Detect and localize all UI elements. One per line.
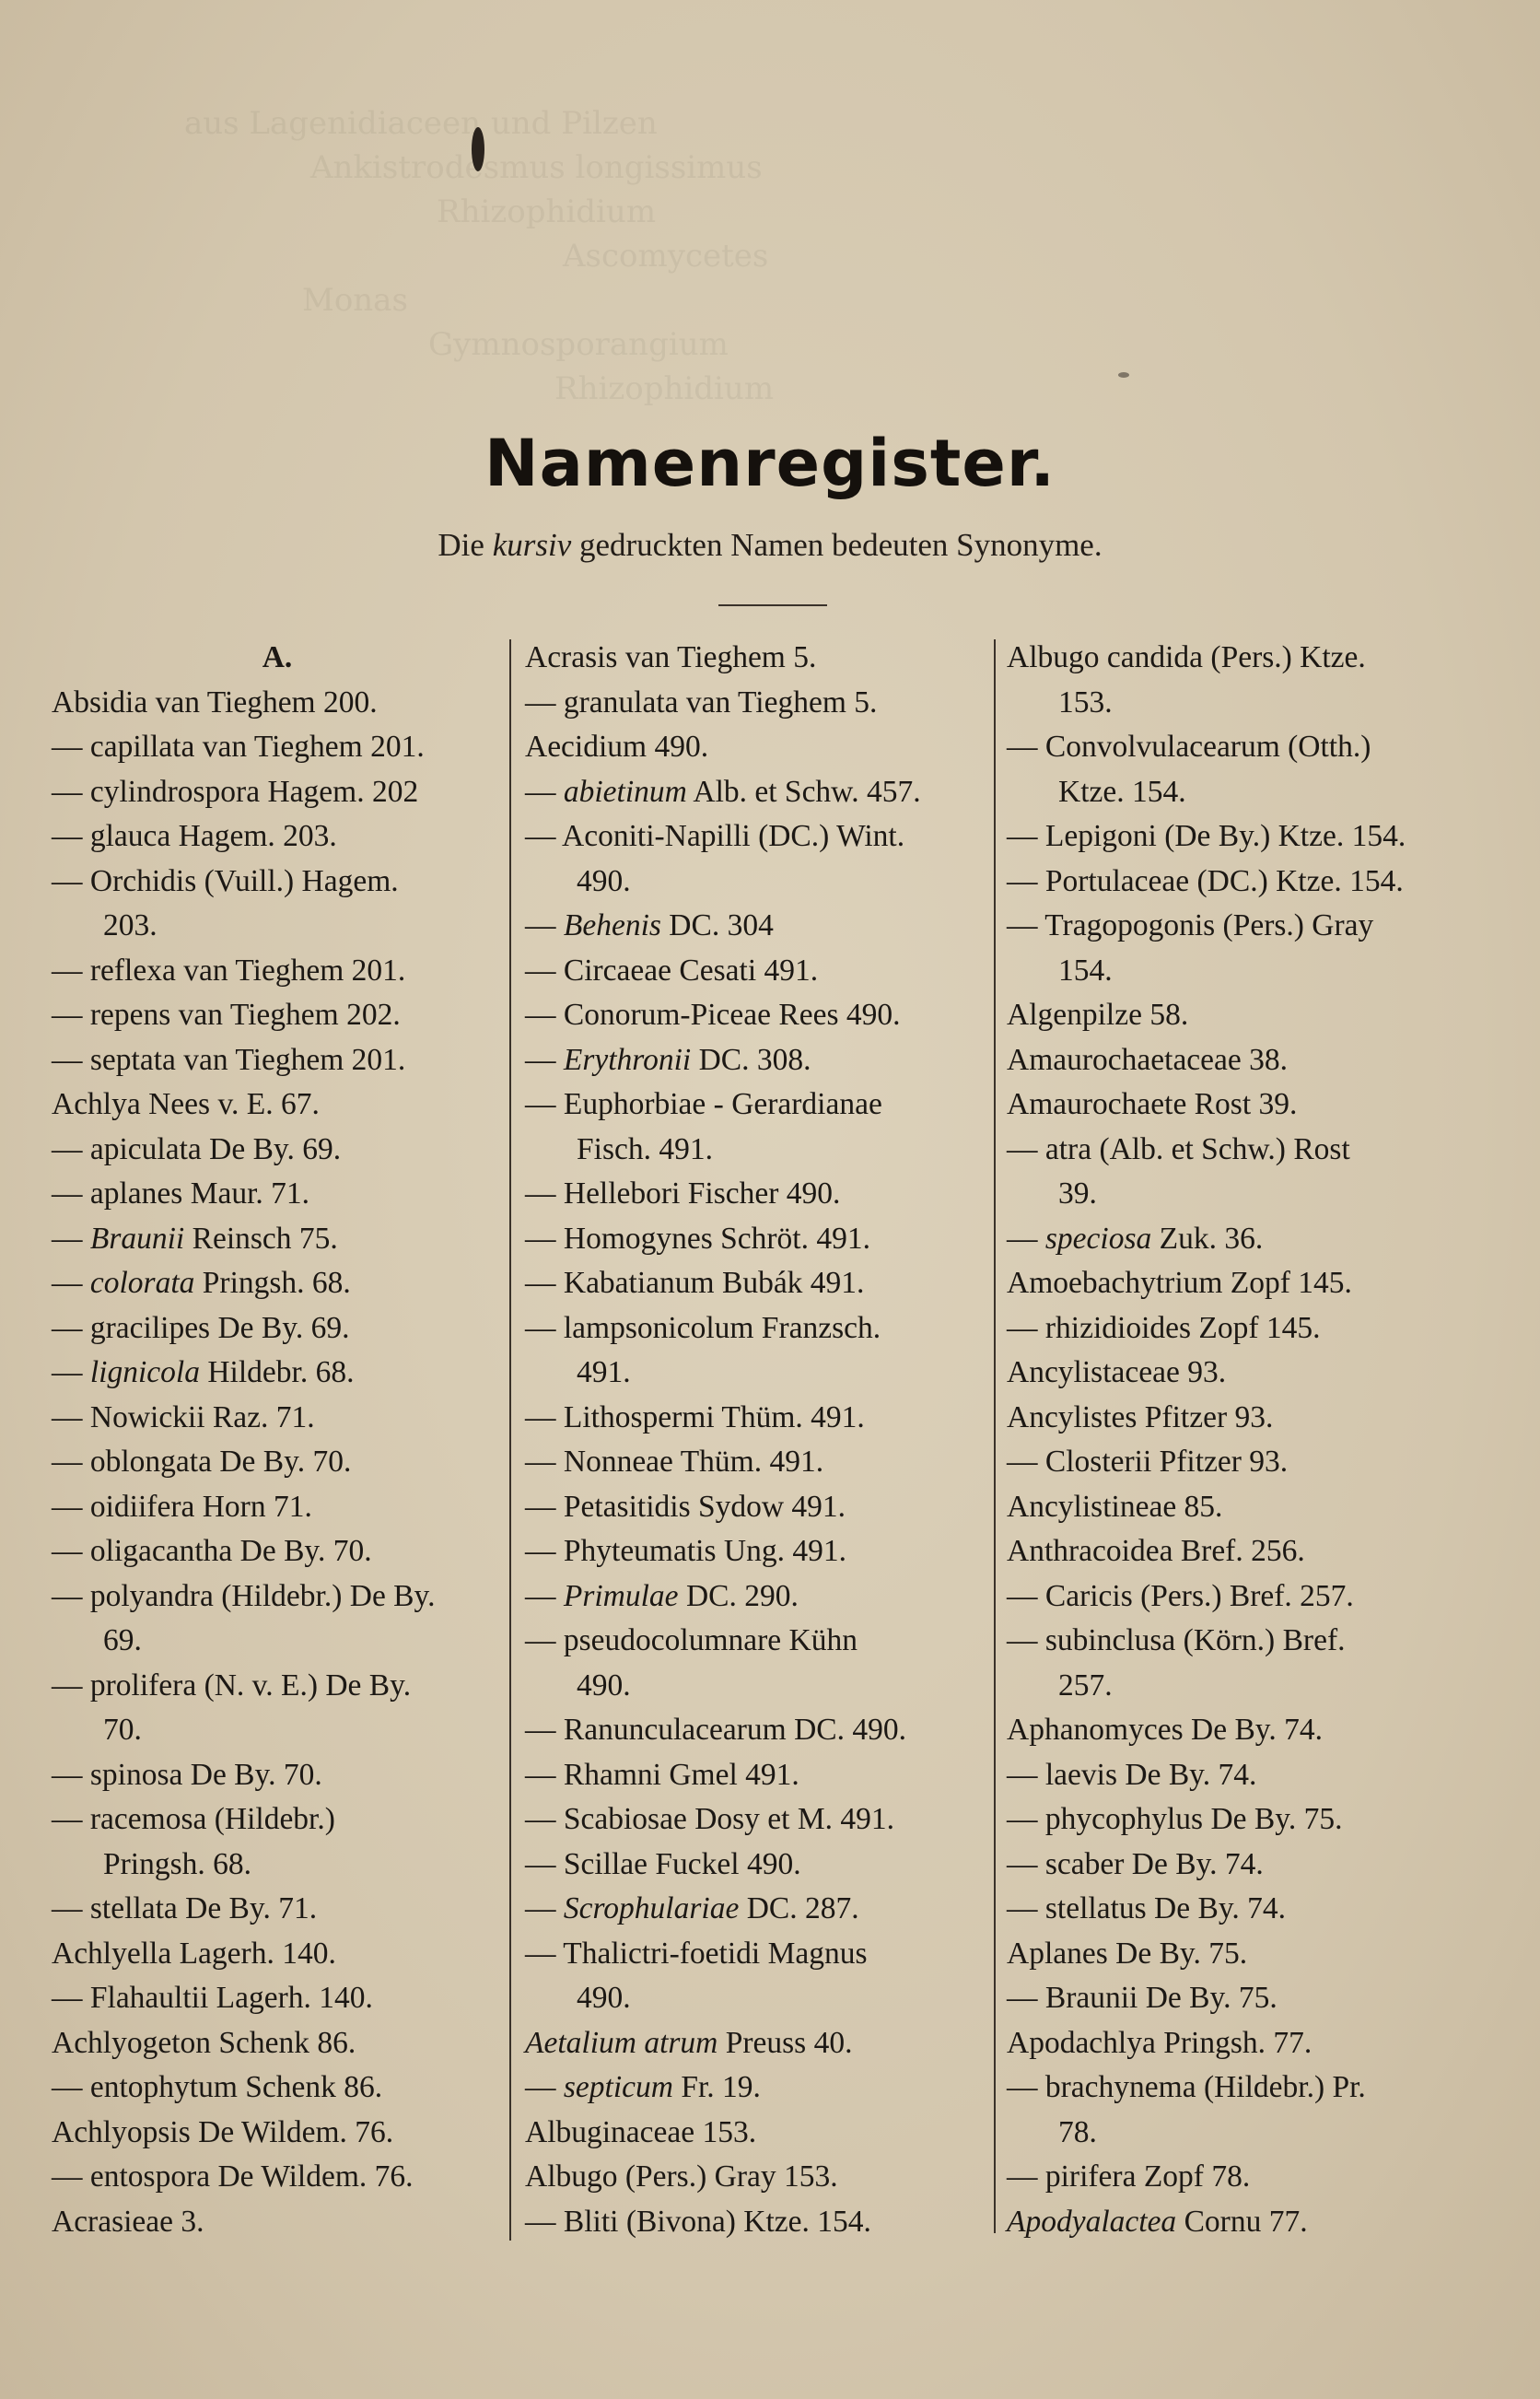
- bleed-through-line: Monas: [302, 282, 408, 319]
- index-entry: — laevis De By. 74.: [1007, 1757, 1257, 1792]
- entry-suffix: Zuk. 36.: [1151, 1221, 1264, 1256]
- index-entry: — scaber De By. 74.: [1007, 1846, 1264, 1881]
- subtitle-suffix: gedruckten Namen bedeuten Synonyme.: [571, 527, 1102, 563]
- index-entry-continuation: Pringsh. 68.: [103, 1846, 252, 1881]
- entry-suffix: Preuss 40.: [718, 2025, 853, 2060]
- index-entry: Ancylistaceae 93.: [1007, 1355, 1227, 1389]
- ink-speck: [1118, 372, 1129, 378]
- bleed-through-text: [184, 101, 1382, 411]
- index-entry-continuation: 257.: [1058, 1668, 1113, 1703]
- index-column-3: [1007, 636, 1478, 2244]
- entry-synonym-italic: abietinum: [563, 774, 687, 809]
- bleed-through-line: Rhizophidium: [437, 193, 657, 230]
- index-entry-continuation: Fisch. 491.: [577, 1131, 713, 1166]
- index-entry: — brachynema (Hildebr.) Pr.: [1007, 2070, 1366, 2104]
- index-entry: — Tragopogonis (Pers.) Gray: [1007, 908, 1374, 942]
- title-divider: [718, 604, 827, 606]
- entry-prefix: —: [1007, 1221, 1045, 1256]
- index-entry: — aplanes Maur. 71.: [52, 1176, 310, 1211]
- index-entry: — Homogynes Schröt. 491.: [525, 1221, 870, 1256]
- index-entry: [525, 1038, 986, 1083]
- index-entry: — Portulaceae (DC.) Ktze. 154.: [1007, 863, 1404, 898]
- index-entry: Amaurochaete Rost 39.: [1007, 1087, 1298, 1121]
- index-entry: — polyandra (Hildebr.) De By.: [52, 1578, 436, 1613]
- index-entry: [525, 2021, 986, 2066]
- index-entry: — reflexa van Tieghem 201.: [52, 953, 406, 988]
- entry-suffix: Pringsh. 68.: [194, 1266, 351, 1300]
- entry-synonym-italic: Braunii: [89, 1221, 185, 1256]
- entry-prefix: —: [52, 1355, 90, 1389]
- index-entry: — stellatus De By. 74.: [1007, 1891, 1287, 1925]
- column-divider-1: [509, 639, 511, 2241]
- entry-prefix: —: [525, 774, 564, 809]
- bleed-through-line: Ascomycetes: [563, 238, 769, 275]
- index-entry: Achlya Nees v. E. 67.: [52, 1087, 320, 1121]
- column-divider-2: [994, 639, 996, 2233]
- index-entry: — repens van Tieghem 202.: [52, 998, 401, 1032]
- index-entry: — phycophylus De By. 75.: [1007, 1802, 1343, 1836]
- entry-prefix: —: [525, 908, 564, 942]
- subtitle: [0, 527, 1540, 564]
- index-entry: — Kabatianum Bubák 491.: [525, 1266, 865, 1300]
- bleed-through-line: aus Lagenidiaceen und Pilzen: [184, 105, 658, 142]
- index-entry: — gracilipes De By. 69.: [52, 1310, 350, 1345]
- index-entry-continuation: 78.: [1058, 2114, 1097, 2149]
- index-entry: — Euphorbiae - Gerardianae: [525, 1087, 882, 1121]
- section-letter-heading: A.: [262, 640, 293, 674]
- entry-prefix: —: [525, 2070, 564, 2104]
- entry-prefix: —: [525, 1042, 564, 1077]
- index-entry: — Hellebori Fischer 490.: [525, 1176, 841, 1211]
- entry-prefix: —: [52, 1266, 90, 1300]
- index-entry: — Nowickii Raz. 71.: [52, 1399, 315, 1434]
- index-entry: Albugo candida (Pers.) Ktze.: [1007, 640, 1366, 674]
- index-entry: — spinosa De By. 70.: [52, 1757, 322, 1792]
- index-column-1: [52, 636, 503, 2244]
- index-entry-continuation: 39.: [1058, 1176, 1097, 1211]
- index-entry: — Conorum-Piceae Rees 490.: [525, 998, 901, 1032]
- entry-synonym-italic: colorata: [89, 1266, 195, 1300]
- index-entry: Aecidium 490.: [525, 730, 709, 764]
- entry-suffix: Alb. et Schw. 457.: [686, 774, 921, 809]
- entry-suffix: Reinsch 75.: [184, 1221, 338, 1256]
- index-entry: Ancylistes Pfitzer 93.: [1007, 1399, 1274, 1434]
- index-entry-continuation: Ktze. 154.: [1058, 774, 1186, 809]
- entry-suffix: DC. 287.: [739, 1891, 859, 1925]
- entry-synonym-italic: Apodyalactea: [1007, 2204, 1177, 2239]
- entry-synonym-italic: speciosa: [1044, 1221, 1152, 1256]
- entry-synonym-italic: Behenis: [563, 908, 661, 942]
- index-entry-continuation: 69.: [103, 1623, 142, 1657]
- index-entry: — Ranunculacearum DC. 490.: [525, 1713, 906, 1747]
- index-entry: — capillata van Tieghem 201.: [52, 730, 425, 764]
- index-entry: [52, 1217, 503, 1262]
- index-entry: [1007, 2200, 1478, 2245]
- index-entry: — Convolvulacearum (Otth.): [1007, 730, 1371, 764]
- index-entry: — entospora De Wildem. 76.: [52, 2159, 414, 2194]
- index-entry-continuation: 153.: [1058, 685, 1113, 720]
- index-entry: Amaurochaetaceae 38.: [1007, 1042, 1289, 1077]
- entry-synonym-italic: Primulae: [563, 1578, 679, 1613]
- index-entry: Achlyopsis De Wildem. 76.: [52, 2114, 394, 2149]
- index-entry: — Lithospermi Thüm. 491.: [525, 1399, 865, 1434]
- entry-suffix: DC. 308.: [691, 1042, 811, 1077]
- bleed-through-line: Gymnosporangium: [428, 326, 729, 363]
- ink-blot: [472, 127, 484, 171]
- index-entry: Acrasieae 3.: [52, 2204, 204, 2239]
- index-entry: Aplanes De By. 75.: [1007, 1936, 1248, 1971]
- index-entry: — Lepigoni (De By.) Ktze. 154.: [1007, 819, 1406, 853]
- index-entry: Algenpilze 58.: [1007, 998, 1189, 1032]
- index-entry: — apiculata De By. 69.: [52, 1131, 342, 1166]
- index-entry: — prolifera (N. v. E.) De By.: [52, 1668, 412, 1703]
- index-entry: — pirifera Zopf 78.: [1007, 2159, 1251, 2194]
- index-entry: — Nonneae Thüm. 491.: [525, 1445, 824, 1479]
- index-entry-continuation: 490.: [577, 1668, 631, 1703]
- index-entry: — Thalictri-foetidi Magnus: [525, 1936, 868, 1971]
- index-entry: — septata van Tieghem 201.: [52, 1042, 406, 1077]
- index-entry-continuation: 70.: [103, 1713, 142, 1747]
- index-entry: Albuginaceae 153.: [525, 2114, 757, 2149]
- page-title: Namenregister.: [484, 426, 1056, 501]
- index-entry: [1007, 1217, 1478, 1262]
- index-entry: Acrasis van Tieghem 5.: [525, 640, 817, 674]
- index-entry: — subinclusa (Körn.) Bref.: [1007, 1623, 1346, 1657]
- index-entry: — granulata van Tieghem 5.: [525, 685, 878, 720]
- index-entry-continuation: 154.: [1058, 953, 1113, 988]
- index-entry: — Orchidis (Vuill.) Hagem.: [52, 863, 399, 898]
- index-entry: [525, 904, 986, 949]
- bleed-through-line: Rhizophidium: [554, 370, 775, 407]
- index-entry: Absidia van Tieghem 200.: [52, 685, 378, 720]
- entry-suffix: Hildebr. 68.: [199, 1355, 355, 1389]
- index-column-2: [525, 636, 986, 2244]
- index-entry: [525, 770, 986, 815]
- entry-prefix: —: [52, 1221, 90, 1256]
- index-entry: Albugo (Pers.) Gray 153.: [525, 2159, 838, 2194]
- index-entry: — oblongata De By. 70.: [52, 1445, 352, 1479]
- index-entry: — Petasitidis Sydow 491.: [525, 1489, 846, 1524]
- index-entry: Anthracoidea Bref. 256.: [1007, 1534, 1305, 1568]
- entry-synonym-italic: Scrophulariae: [563, 1891, 740, 1925]
- index-entry: — Braunii De By. 75.: [1007, 1981, 1278, 2015]
- index-entry: — glauca Hagem. 203.: [52, 819, 337, 853]
- entry-prefix: —: [525, 1891, 564, 1925]
- entry-suffix: DC. 304: [660, 908, 774, 942]
- index-entry: Apodachlya Pringsh. 77.: [1007, 2025, 1312, 2060]
- index-entry: — Phyteumatis Ung. 491.: [525, 1534, 846, 1568]
- entry-synonym-italic: lignicola: [89, 1355, 200, 1389]
- index-entry: — Closterii Pfitzer 93.: [1007, 1445, 1289, 1479]
- index-entry: — Circaeae Cesati 491.: [525, 953, 819, 988]
- entry-synonym-italic: Erythronii: [563, 1042, 692, 1077]
- index-entry: Ancylistineae 85.: [1007, 1489, 1223, 1524]
- index-entry: — racemosa (Hildebr.): [52, 1802, 335, 1836]
- index-entry: [525, 2065, 986, 2111]
- index-entry-continuation: 490.: [577, 863, 631, 898]
- index-entry: — pseudocolumnare Kühn: [525, 1623, 858, 1657]
- index-entry-continuation: 203.: [103, 908, 158, 942]
- index-entry: [525, 1574, 986, 1620]
- index-entry: — rhizidioides Zopf 145.: [1007, 1310, 1321, 1345]
- index-entry: Achlyella Lagerh. 140.: [52, 1936, 336, 1971]
- index-entry: — Scillae Fuckel 490.: [525, 1846, 801, 1881]
- index-entry-continuation: 491.: [577, 1355, 631, 1389]
- entry-synonym-italic: Aetalium atrum: [525, 2025, 718, 2060]
- index-entry: — stellata De By. 71.: [52, 1891, 318, 1925]
- index-entry: [525, 1887, 986, 1932]
- index-entry-continuation: 490.: [577, 1981, 631, 2015]
- index-entry: [52, 1261, 503, 1306]
- index-entry: — atra (Alb. et Schw.) Rost: [1007, 1131, 1350, 1166]
- index-entry: Amoebachytrium Zopf 145.: [1007, 1266, 1352, 1300]
- index-entry: — Flahaultii Lagerh. 140.: [52, 1981, 373, 2015]
- index-entry: — Caricis (Pers.) Bref. 257.: [1007, 1578, 1354, 1613]
- subtitle-italic-word: kursiv: [492, 527, 572, 563]
- index-entry: — Scabiosae Dosy et M. 491.: [525, 1802, 895, 1836]
- entry-suffix: DC. 290.: [678, 1578, 799, 1613]
- index-entry: Achlyogeton Schenk 86.: [52, 2025, 356, 2060]
- index-entry: — Bliti (Bivona) Ktze. 154.: [525, 2204, 871, 2239]
- entry-prefix: —: [525, 1578, 564, 1613]
- entry-suffix: Cornu 77.: [1176, 2204, 1308, 2239]
- entry-suffix: Fr. 19.: [672, 2070, 761, 2104]
- index-entry: — Aconiti-Napilli (DC.) Wint.: [525, 819, 905, 853]
- bleed-through-line: Ankistrodesmus longissimus: [310, 149, 763, 186]
- index-entry: — entophytum Schenk 86.: [52, 2070, 383, 2104]
- entry-synonym-italic: septicum: [563, 2070, 673, 2104]
- subtitle-prefix: Die: [438, 527, 493, 563]
- index-entry: — Rhamni Gmel 491.: [525, 1757, 799, 1792]
- index-entry: — oligacantha De By. 70.: [52, 1534, 372, 1568]
- index-entry: — lampsonicolum Franzsch.: [525, 1310, 881, 1345]
- index-entry: — oidiifera Horn 71.: [52, 1489, 312, 1524]
- index-entry: — cylindrospora Hagem. 202: [52, 774, 419, 809]
- index-entry: Aphanomyces De By. 74.: [1007, 1713, 1323, 1747]
- index-entry: [52, 1351, 503, 1396]
